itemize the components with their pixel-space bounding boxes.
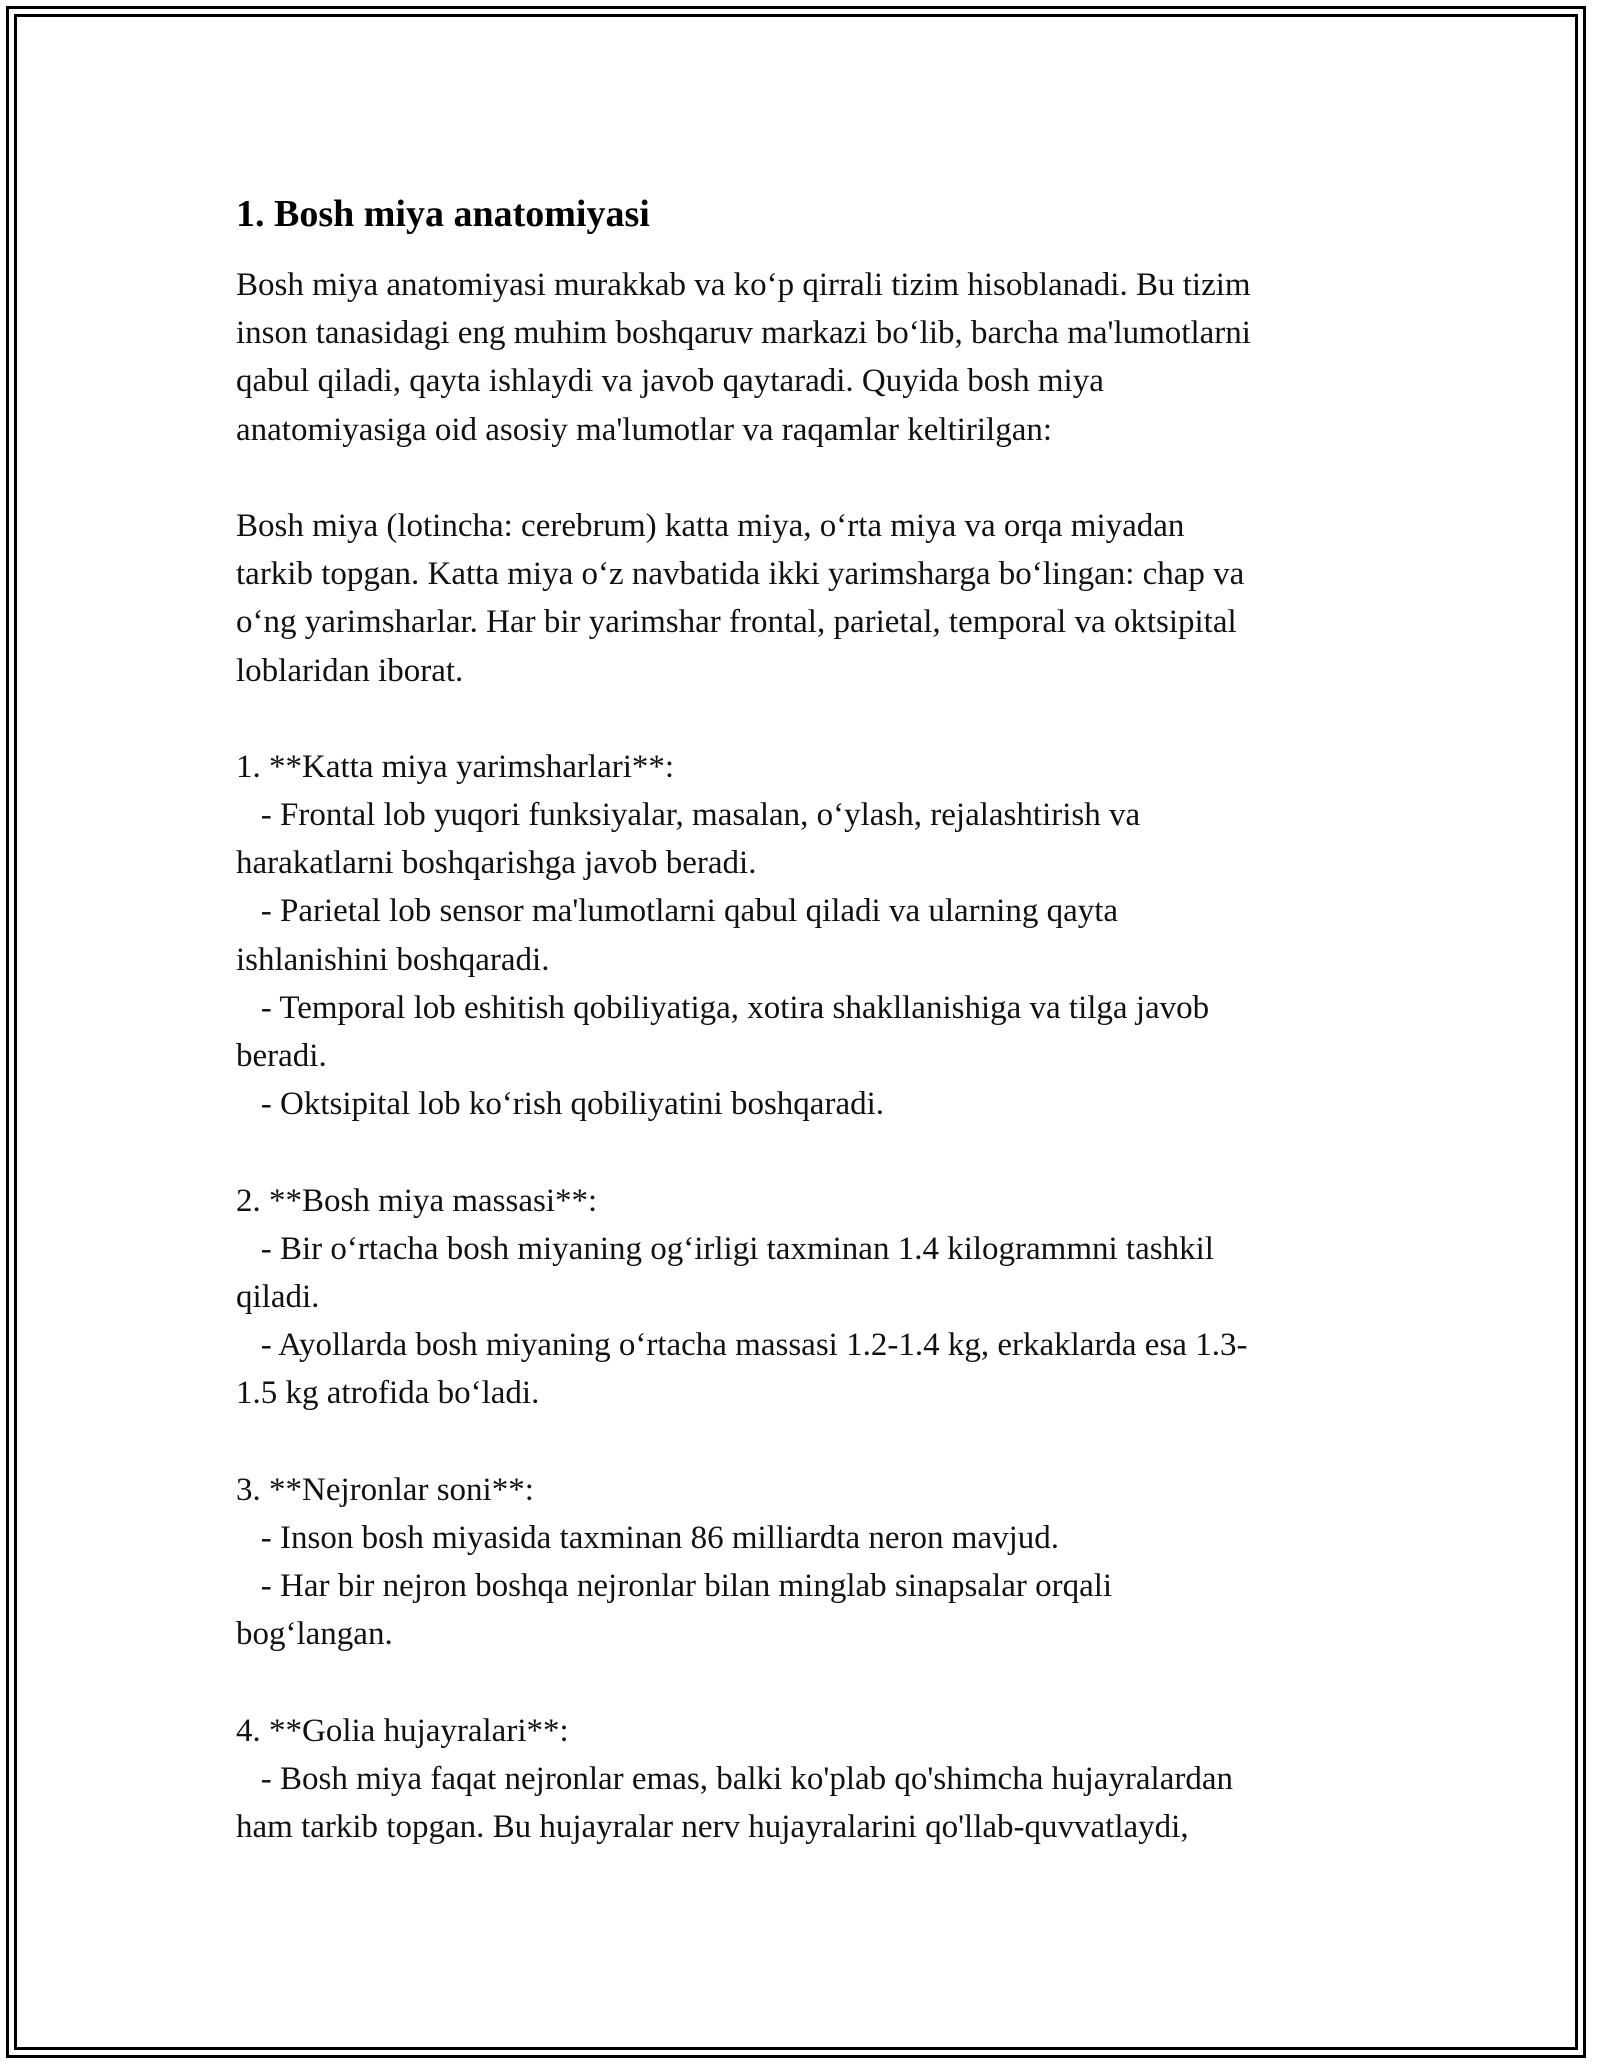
- blank-line: [236, 1658, 1376, 1706]
- document-body: [236, 188, 1376, 1851]
- text-line: ham tarkib topgan. Bu hujayralar nerv hujayralarini qo'llab-quvvatlaydi,: [236, 1809, 1189, 1845]
- text-line: inson tanasidagi eng muhim boshqaruv markazi bo‘lib, barcha ma'lumotlarni: [236, 315, 1251, 352]
- text-line: - Ayollarda bosh miyaning o‘rtacha massasi 1.2-1.4 kg, erkaklarda esa 1.3-: [236, 1327, 1248, 1364]
- text-line: ishlanishini boshqaradi.: [236, 941, 550, 978]
- text-line: Bosh miya (lotincha: cerebrum) katta miya, o‘rta miya va orqa miyadan: [236, 507, 1185, 544]
- text-line: 3. **Nejronlar soni**:: [236, 1471, 534, 1508]
- blank-line: [236, 1418, 1376, 1466]
- text-line: Bosh miya anatomiyasi murakkab va ko‘p qirrali tizim hisoblanadi. Bu tizim: [236, 267, 1251, 303]
- section-heading: 1. Bosh miya anatomiyasi: [236, 193, 650, 235]
- text-line: - Har bir nejron boshqa nejronlar bilan minglab sinapsalar orqali: [236, 1568, 1113, 1605]
- text-line: 4. **Golia hujayralari**:: [236, 1712, 569, 1749]
- text-line: o‘ng yarimsharlar. Har bir yarimshar frontal, parietal, temporal va oktsipital: [236, 604, 1237, 641]
- text-line: - Temporal lob eshitish qobiliyatiga, xotira shakllanishiga va tilga javob: [236, 989, 1210, 1026]
- text-line: anatomiyasiga oid asosiy ma'lumotlar va raqamlar keltirilgan:: [236, 411, 1053, 448]
- text-line: - Frontal lob yuqori funksiyalar, masalan, o‘ylash, rejalashtirish va: [236, 797, 1141, 834]
- blank-line: [236, 695, 1376, 743]
- text-line: 2. **Bosh miya massasi**:: [236, 1182, 598, 1219]
- text-line: bog‘langan.: [236, 1616, 393, 1653]
- text-line: qabul qiladi, qayta ishlaydi va javob qaytaradi. Quyida bosh miya: [236, 363, 1104, 400]
- text-line: 1.5 kg atrofida bo‘ladi.: [236, 1375, 540, 1412]
- text-line: loblaridan iborat.: [236, 652, 464, 689]
- blank-line: [236, 1128, 1376, 1176]
- text-line: - Bosh miya faqat nejronlar emas, balki ko'plab qo'shimcha hujayralardan: [236, 1760, 1234, 1797]
- text-line: - Parietal lob sensor ma'lumotlarni qabul qiladi va ularning qayta: [236, 893, 1119, 930]
- main-text: [236, 502, 1376, 1851]
- text-line: beradi.: [236, 1038, 327, 1074]
- text-line: - Oktsipital lob ko‘rish qobiliyatini boshqaradi.: [236, 1086, 885, 1123]
- text-line: - Bir o‘rtacha bosh miyaning og‘irligi taxminan 1.4 kilogrammni tashkil: [236, 1230, 1214, 1267]
- text-line: - Inson bosh miyasida taxminan 86 milliardta neron mavjud.: [236, 1519, 1060, 1556]
- text-line: qiladi.: [236, 1278, 320, 1315]
- intro-paragraph: [236, 261, 1376, 454]
- text-line: harakatlarni boshqarishga javob beradi.: [236, 845, 757, 882]
- text-line: tarkib topgan. Katta miya o‘z navbatida ikki yarimsharga bo‘lingan: chap va: [236, 556, 1245, 593]
- text-line: 1. **Katta miya yarimsharlari**:: [236, 748, 675, 785]
